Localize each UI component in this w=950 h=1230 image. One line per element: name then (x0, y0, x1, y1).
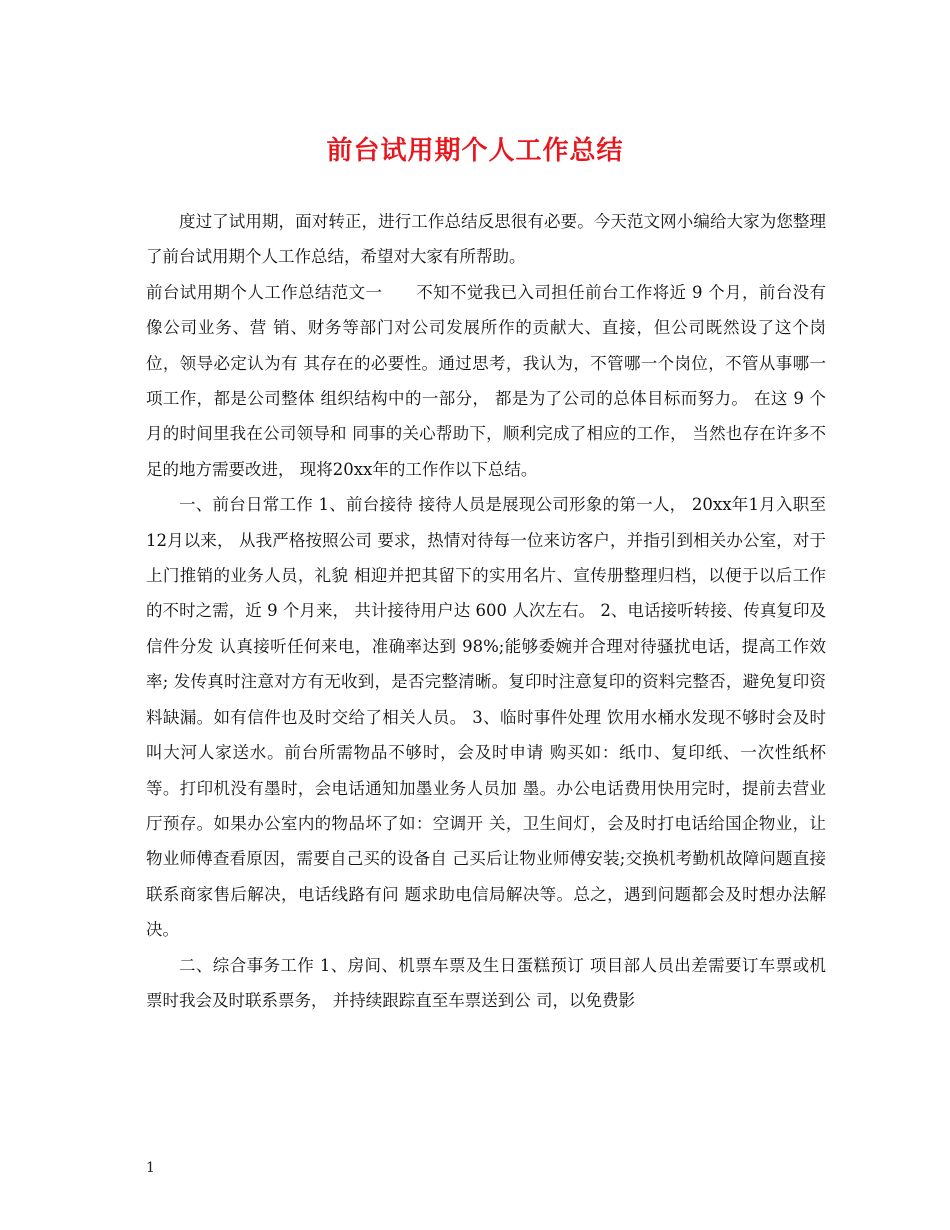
paragraph-front-desk-daily-work: 一、前台日常工作 1、前台接待 接待人员是展现公司形象的第一人， 20xx年1月入职至12月以来， 从我严格按照公司 要求，热情对待每一位来访客户，并指引到相关办公室，对于上门推销的业务人员，礼貌 相迎并把其留下的实用名片、宣传册整理归档，以便于以后工作的不时之需，近 9 个月来， 共计接待用户达 600 人次左右。 2、电话接听转接、传真复印及信件分发 认真接听任何来电，准确率达到 98%;能够委婉并合理对待骚扰电话，提高工作效率; 发传真时注意对方有无收到，是否完整清晰。复印时注意复印的资料完整否，避免复印资 料缺漏。如有信件也及时交给了相关人员。 3、临时事件处理 饮用水桶水发现不够时会及时叫大河人家送水。前台所需物品不够时，会及时申请 购买如：纸巾、复印纸、一次性纸杯等。打印机没有墨时，会电话通知加墨业务人员加 墨。办公电话费用快用完时，提前去营业厅预存。如果办公室内的物品坏了如：空调开 关，卫生间灯，会及时打电话给国企物业，让物业师傅查看原因，需要自己买的设备自 己买后让物业师傅安装;交换机考勤机故障问题直接联系商家售后解决，电话线路有问 题求助电信局解决等。总之，遇到问题都会及时想办法解决。 (146, 495, 826, 940)
document-body (146, 204, 826, 1018)
page-number: 1 (146, 1160, 155, 1176)
document-title: 前台试用期个人工作总结 (326, 136, 624, 166)
paragraph-intro: 度过了试用期，面对转正，进行工作总结反思很有必要。今天范文网小编给大家为您整理了前台试用期个人工作总结，希望对大家有所帮助。 (146, 212, 826, 267)
paragraph-sample-one: 前台试用期个人工作总结范文一 不知不觉我已入司担任前台工作将近 9 个月，前台没有像公司业务、营 销、财务等部门对公司发展所作的贡献大、直接，但公司既然设了这个岗位，领导必定认为有 其存在的必要性。通过思考，我认为，不管哪一个岗位，不管从事哪一项工作，都是公司整体 组织结构中的一部分， 都是为了公司的总体目标而努力。 在这 9 个月的时间里我在公司领导和 同事的关心帮助下，顺利完成了相应的工作， 当然也存在许多不足的地方需要改进， 现将20xx年的工作作以下总结。 (146, 282, 826, 479)
paragraph-general-affairs: 二、综合事务工作 1、房间、机票车票及生日蛋糕预订 项目部人员出差需要订车票或机票时我会及时联系票务， 并持续跟踪直至车票送到公 司，以免费影 (146, 955, 826, 1010)
